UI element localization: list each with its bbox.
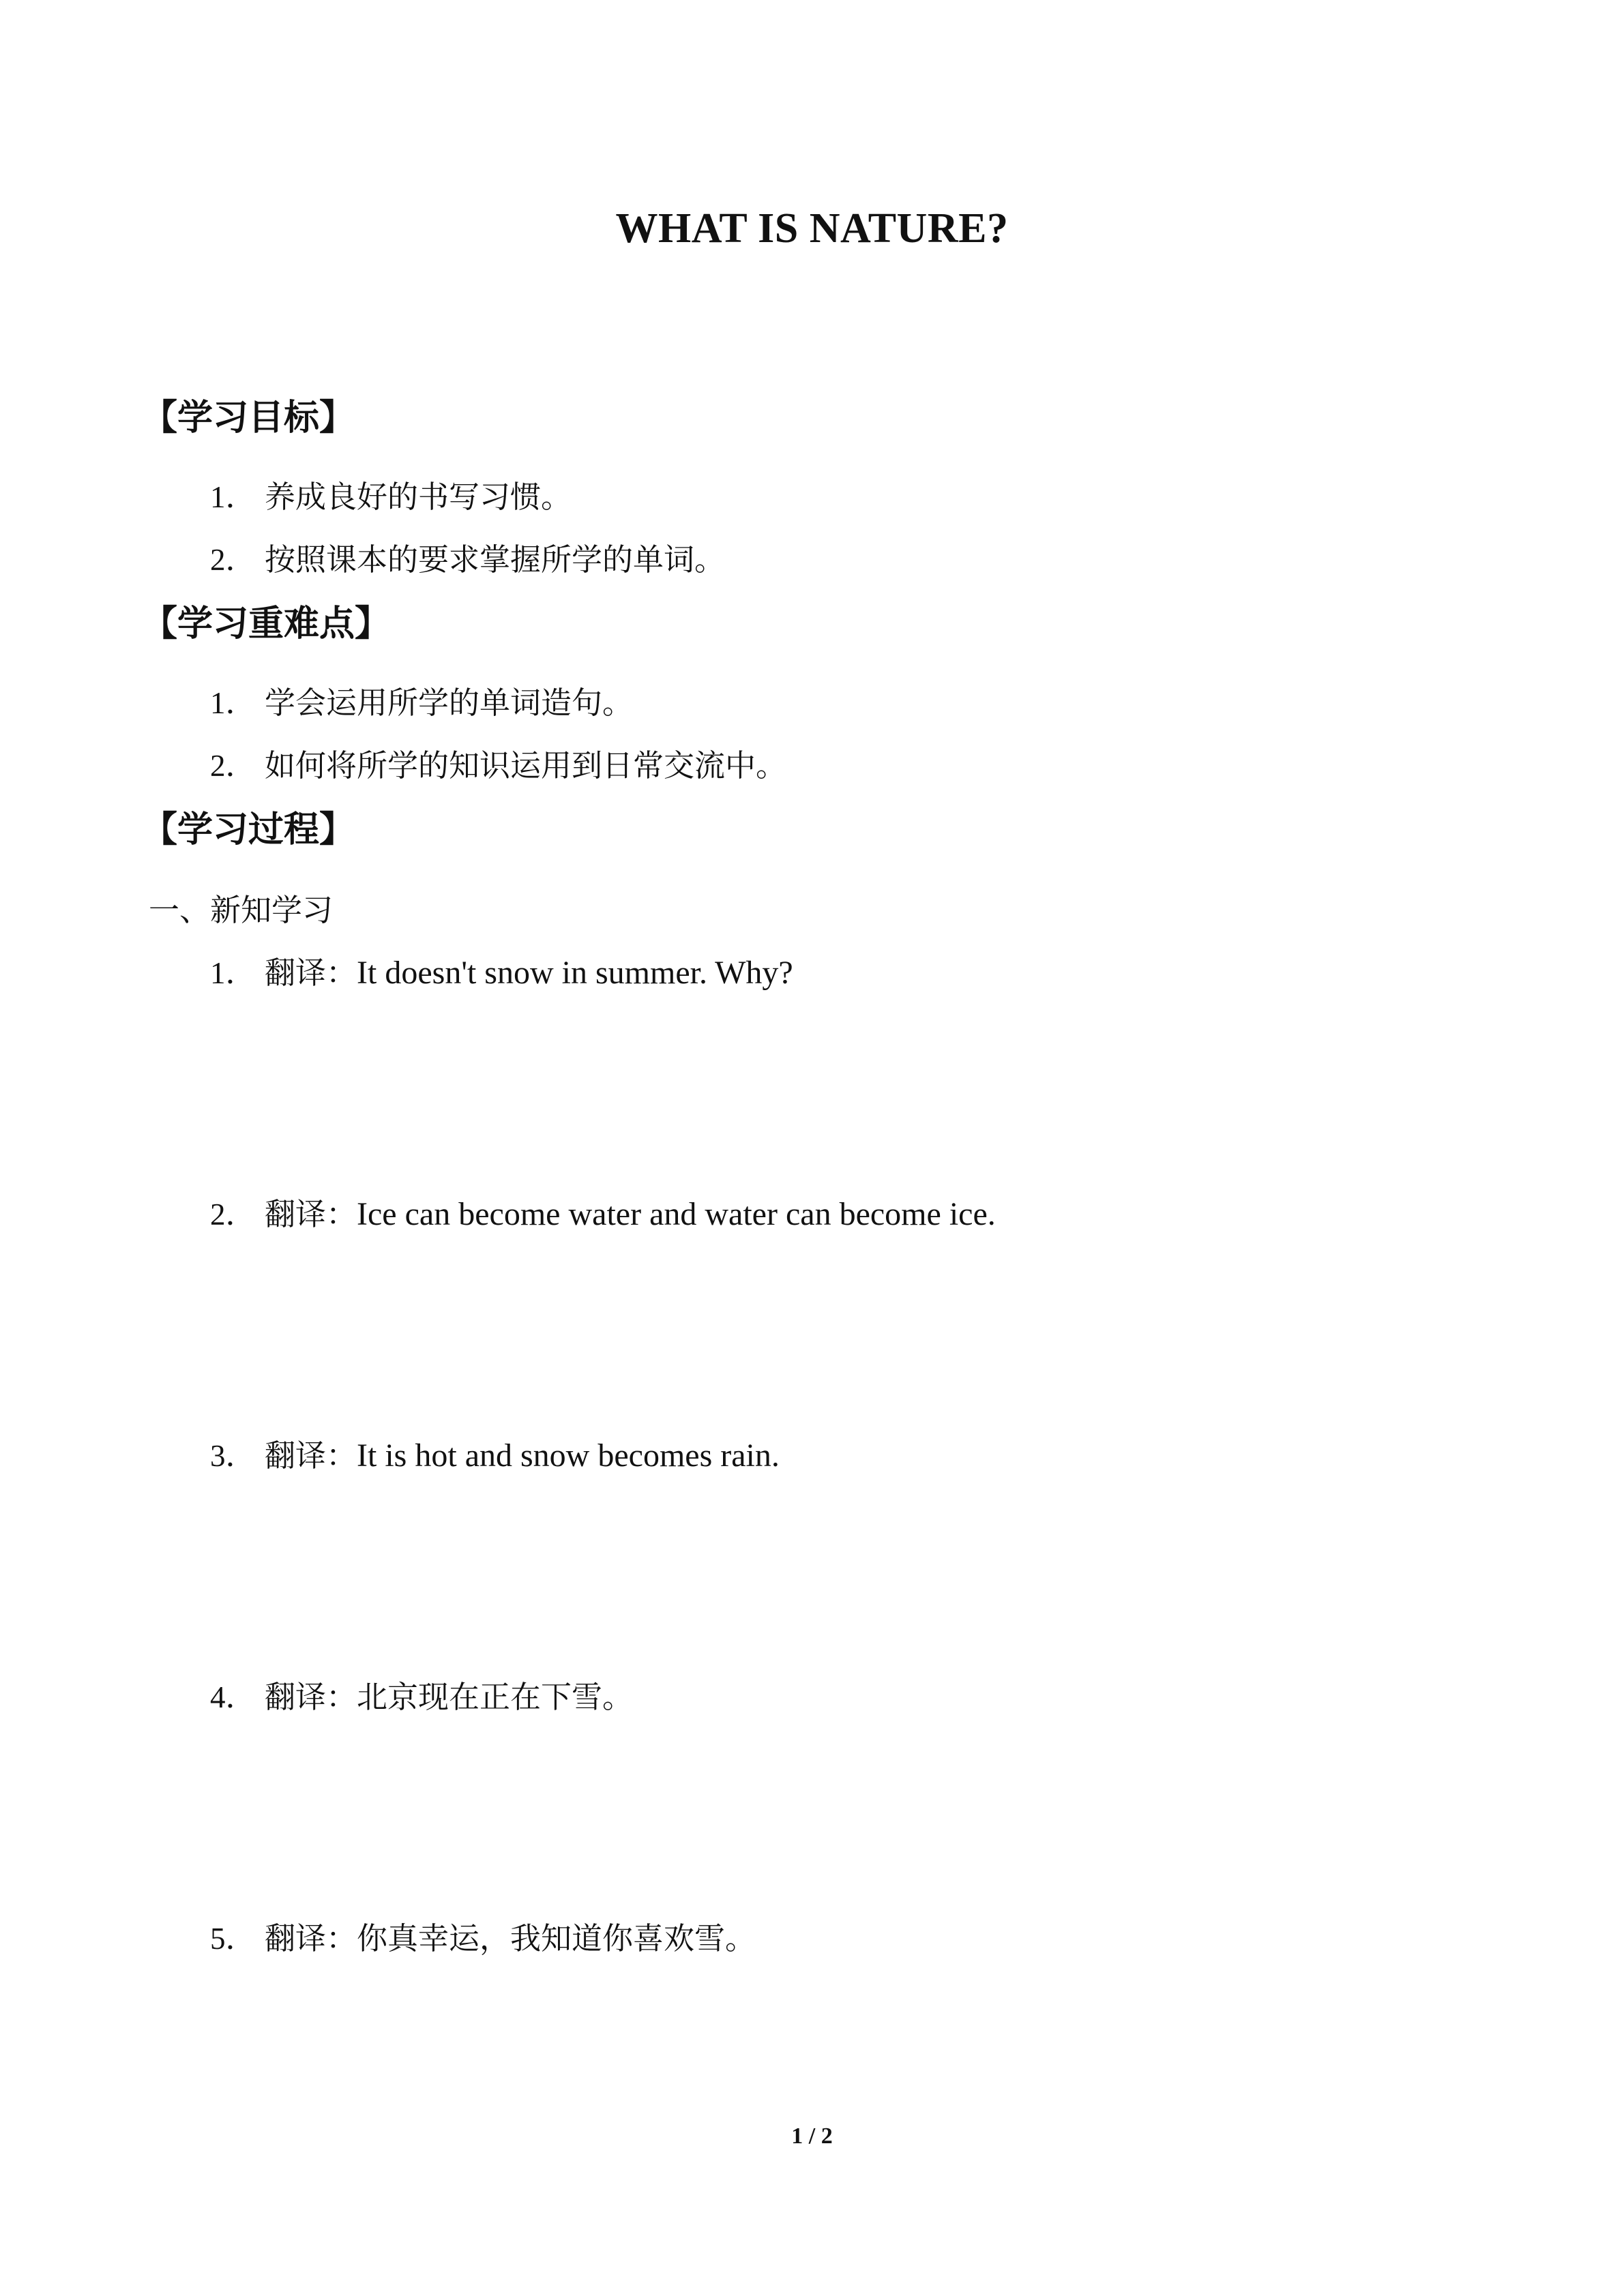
item-text: 你真幸运，我知道你喜欢雪。 xyxy=(357,1920,756,1956)
item-text: 学会运用所学的单词造句。 xyxy=(265,685,634,721)
item-text: Ice can become water and water can become ice. xyxy=(357,1196,996,1232)
process-subheading: 一、新知学习 xyxy=(149,892,334,928)
item-number: 2． xyxy=(210,749,256,783)
item-number: 2． xyxy=(210,1197,256,1232)
item-text: It doesn't snow in summer. Why? xyxy=(357,955,793,991)
translation-item-5 xyxy=(210,1913,756,1958)
item-prefix: 翻译： xyxy=(265,1196,357,1232)
item-text: It is hot and snow becomes rain. xyxy=(357,1437,780,1474)
page-number: 1 / 2 xyxy=(791,2123,833,2149)
item-prefix: 翻译： xyxy=(265,1679,357,1715)
key-point-item-2 xyxy=(210,741,786,785)
item-number: 3． xyxy=(210,1439,256,1473)
objective-item-2 xyxy=(210,535,725,579)
item-text: 按照课本的要求掌握所学的单词。 xyxy=(265,541,726,578)
item-text: 养成良好的书写习惯。 xyxy=(265,479,572,515)
item-number: 1． xyxy=(210,480,256,514)
key-points-heading: 【学习重难点】 xyxy=(142,603,391,644)
item-prefix: 翻译： xyxy=(265,955,357,991)
item-prefix: 翻译： xyxy=(265,1920,357,1956)
process-heading: 【学习过程】 xyxy=(142,809,355,850)
objectives-heading: 【学习目标】 xyxy=(142,398,355,438)
objective-item-1 xyxy=(210,472,572,516)
translation-item-1 xyxy=(210,948,793,992)
item-text: 如何将所学的知识运用到日常交流中。 xyxy=(265,747,787,784)
item-text: 北京现在正在下雪。 xyxy=(357,1679,634,1715)
item-number: 5． xyxy=(210,1922,256,1956)
item-prefix: 翻译： xyxy=(265,1437,357,1474)
translation-item-4 xyxy=(210,1672,633,1716)
item-number: 1． xyxy=(210,686,256,720)
translation-item-2 xyxy=(210,1189,996,1234)
item-number: 1． xyxy=(210,956,256,990)
item-number: 4． xyxy=(210,1680,256,1714)
key-point-item-1 xyxy=(210,678,633,722)
translation-item-3 xyxy=(210,1431,780,1475)
page-title: WHAT IS NATURE? xyxy=(615,205,1009,252)
item-number: 2． xyxy=(210,543,256,577)
